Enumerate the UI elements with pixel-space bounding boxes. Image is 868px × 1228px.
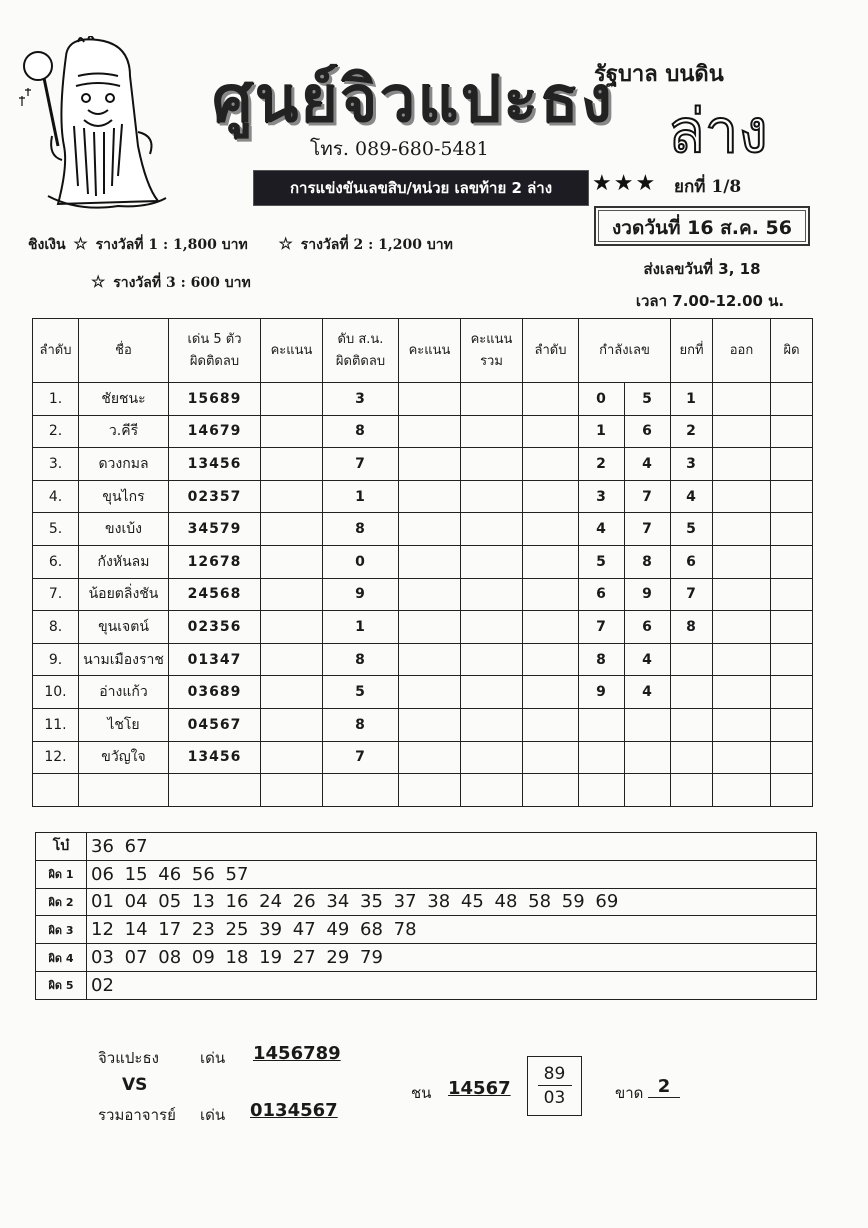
error-row-label: โบ๋	[36, 833, 87, 861]
score2-cell	[399, 415, 461, 448]
out-cell	[713, 415, 771, 448]
out-cell	[713, 480, 771, 513]
khat-value: 2	[648, 1076, 680, 1098]
rank-cell: 4.	[33, 480, 79, 513]
star-outline-icon: ☆	[73, 234, 88, 253]
score1-cell	[261, 643, 323, 676]
error-row	[36, 860, 817, 888]
col-header-dab-line2: ผิดติดลบ	[335, 353, 386, 369]
team2-label: เด่น	[200, 1106, 226, 1124]
rank-cell: 7.	[33, 578, 79, 611]
table-row	[33, 513, 813, 546]
score1-cell	[261, 448, 323, 481]
col-header-name: ชื่อ	[79, 319, 169, 383]
top5-cell: 02356	[169, 611, 261, 644]
top5-cell: 12678	[169, 545, 261, 578]
name-cell: กังหันลม	[79, 545, 169, 578]
three-stars-icon: ★★★	[592, 171, 658, 196]
error-row-values: 01 04 05 13 16 24 26 34 35 37 38 45 48 58 59 69	[87, 888, 817, 916]
top5-cell: 02357	[169, 480, 261, 513]
col-header-rank: ลำดับ	[33, 319, 79, 383]
team1-label: เด่น	[200, 1049, 226, 1067]
power-a-cell: 0	[579, 383, 625, 416]
power-a-cell: 3	[579, 480, 625, 513]
power-b-cell: 4	[625, 643, 671, 676]
power-b-cell	[625, 741, 671, 774]
prize-third: รางวัลที่ 3 : 600 บาท	[113, 275, 251, 291]
error-numbers-table	[35, 832, 817, 1000]
name-cell: ชัยชนะ	[79, 383, 169, 416]
dab-cell: 0	[323, 545, 399, 578]
total-cell	[461, 774, 523, 807]
round-cell: 6	[671, 545, 713, 578]
send-time: เวลา 7.00-12.00 น.	[635, 292, 785, 310]
out-cell	[713, 676, 771, 709]
table-row	[33, 708, 813, 741]
col-header-score1: คะแนน	[261, 319, 323, 383]
round-cell	[671, 774, 713, 807]
name-cell	[79, 774, 169, 807]
power-a-cell: 1	[579, 415, 625, 448]
power-a-cell	[579, 708, 625, 741]
score2-cell	[399, 676, 461, 709]
out-cell	[713, 611, 771, 644]
top5-cell: 14679	[169, 415, 261, 448]
rank-cell: 5.	[33, 513, 79, 546]
rank-cell: 6.	[33, 545, 79, 578]
round-cell	[671, 676, 713, 709]
col-header-top5-line1: เด่น 5 ตัว	[187, 331, 242, 347]
top5-cell: 04567	[169, 708, 261, 741]
top5-cell: 13456	[169, 448, 261, 481]
prize-second: รางวัลที่ 2 : 1,200 บาท	[300, 237, 453, 253]
score1-cell	[261, 480, 323, 513]
power-b-cell	[625, 774, 671, 807]
total-cell	[461, 415, 523, 448]
power-b-cell: 9	[625, 578, 671, 611]
error-row-values: 03 07 08 09 18 19 27 29 79	[87, 944, 817, 972]
score1-cell	[261, 774, 323, 807]
wrong-cell	[771, 480, 813, 513]
power-a-cell: 9	[579, 676, 625, 709]
power-b-cell: 7	[625, 480, 671, 513]
top5-cell: 34579	[169, 513, 261, 546]
out-cell	[713, 383, 771, 416]
wrong-cell	[771, 448, 813, 481]
competition-subtitle-banner: การแข่งขันเลขสิบ/หน่วย เลขท้าย 2 ล่าง	[253, 170, 589, 206]
round-cell	[671, 708, 713, 741]
error-row-values: 36 67	[87, 833, 817, 861]
table-row	[33, 643, 813, 676]
chon-label: ชน	[411, 1084, 432, 1102]
name-cell: ขวัญใจ	[79, 741, 169, 774]
team2-value: 0134567	[250, 1100, 338, 1121]
star-outline-icon: ☆	[278, 234, 293, 253]
wrong-cell	[771, 383, 813, 416]
score1-cell	[261, 383, 323, 416]
lower-outline-heading: ล่าง	[668, 97, 768, 167]
fraction-bottom: 03	[543, 1088, 566, 1108]
rank2-cell	[523, 480, 579, 513]
rank-cell: 9.	[33, 643, 79, 676]
prize-label: ชิงเงิน	[28, 237, 66, 253]
out-cell	[713, 741, 771, 774]
col-header-dab	[323, 319, 399, 383]
total-cell	[461, 643, 523, 676]
dab-cell: 5	[323, 676, 399, 709]
fraction-box	[527, 1056, 582, 1116]
out-cell	[713, 448, 771, 481]
table-row	[33, 774, 813, 807]
score2-cell	[399, 774, 461, 807]
rank2-cell	[523, 708, 579, 741]
rank2-cell	[523, 513, 579, 546]
score1-cell	[261, 676, 323, 709]
out-cell	[713, 708, 771, 741]
total-cell	[461, 448, 523, 481]
score2-cell	[399, 383, 461, 416]
power-a-cell	[579, 774, 625, 807]
dab-cell: 8	[323, 513, 399, 546]
fraction-top: 89	[538, 1063, 572, 1086]
power-a-cell: 7	[579, 611, 625, 644]
team1-name: จิวแปะธง	[98, 1049, 159, 1067]
out-cell	[713, 774, 771, 807]
power-b-cell: 4	[625, 676, 671, 709]
rank-cell: 2.	[33, 415, 79, 448]
col-header-round: ยกที่	[671, 319, 713, 383]
dab-cell: 8	[323, 643, 399, 676]
error-row-label: ผิด 4	[36, 944, 87, 972]
score2-cell	[399, 545, 461, 578]
wrong-cell	[771, 643, 813, 676]
rank2-cell	[523, 676, 579, 709]
total-cell	[461, 708, 523, 741]
dab-cell: 8	[323, 415, 399, 448]
power-b-cell: 6	[625, 415, 671, 448]
name-cell: นามเมืองราช	[79, 643, 169, 676]
table-row	[33, 480, 813, 513]
out-cell	[713, 643, 771, 676]
power-a-cell: 6	[579, 578, 625, 611]
rank2-cell	[523, 774, 579, 807]
power-b-cell: 8	[625, 545, 671, 578]
brand-logo-title: ศูนย์จิวแปะธง	[212, 62, 614, 137]
name-cell: ขงเบ้ง	[79, 513, 169, 546]
error-row-values: 02	[87, 971, 817, 999]
dab-cell: 7	[323, 448, 399, 481]
lottery-type-label: รัฐบาล บนดิน	[594, 61, 724, 87]
score1-cell	[261, 513, 323, 546]
error-row	[36, 944, 817, 972]
name-cell: น้อยตลิ่งชัน	[79, 578, 169, 611]
total-cell	[461, 741, 523, 774]
name-cell: อ่างแก้ว	[79, 676, 169, 709]
col-header-top5-line2: ผิดติดลบ	[189, 353, 240, 369]
out-cell	[713, 545, 771, 578]
rank-cell: 3.	[33, 448, 79, 481]
rank-cell: 11.	[33, 708, 79, 741]
name-cell: ขุนไกร	[79, 480, 169, 513]
error-row-values: 12 14 17 23 25 39 47 49 68 78	[87, 916, 817, 944]
wrong-cell	[771, 545, 813, 578]
power-b-cell: 6	[625, 611, 671, 644]
total-cell	[461, 611, 523, 644]
prizes-line-2	[88, 272, 251, 294]
phone-number: โทร. 089-680-5481	[310, 138, 489, 160]
prize-first: รางวัลที่ 1 : 1,800 บาท	[95, 237, 248, 253]
wrong-cell	[771, 611, 813, 644]
power-b-cell	[625, 708, 671, 741]
round-cell: 8	[671, 611, 713, 644]
total-cell	[461, 578, 523, 611]
score2-cell	[399, 643, 461, 676]
power-a-cell: 2	[579, 448, 625, 481]
error-row	[36, 971, 817, 999]
draw-date-box: งวดวันที่ 16 ส.ค. 56	[594, 206, 810, 246]
score2-cell	[399, 578, 461, 611]
rank2-cell	[523, 545, 579, 578]
score2-cell	[399, 611, 461, 644]
khat-label: ขาด	[615, 1084, 644, 1102]
power-b-cell: 5	[625, 383, 671, 416]
table-header-row	[33, 319, 813, 383]
hermit-mascot-illustration	[18, 36, 178, 216]
rank-cell: 12.	[33, 741, 79, 774]
round-cell: 1	[671, 383, 713, 416]
name-cell: ว.คีรี	[79, 415, 169, 448]
dab-cell: 3	[323, 383, 399, 416]
col-header-top5	[169, 319, 261, 383]
chon-value: 14567	[448, 1078, 511, 1099]
star-outline-icon: ☆	[91, 272, 106, 291]
team1-value: 1456789	[253, 1043, 341, 1064]
out-cell	[713, 578, 771, 611]
error-row-values: 06 15 46 56 57	[87, 860, 817, 888]
col-header-out: ออก	[713, 319, 771, 383]
table-row	[33, 383, 813, 416]
table-row	[33, 741, 813, 774]
score1-cell	[261, 415, 323, 448]
wrong-cell	[771, 578, 813, 611]
error-row	[36, 888, 817, 916]
col-header-total-line1: คะแนน	[470, 331, 513, 347]
table-row	[33, 611, 813, 644]
wrong-cell	[771, 513, 813, 546]
score1-cell	[261, 578, 323, 611]
col-header-power: กำลังเลข	[579, 319, 671, 383]
round-cell: 2	[671, 415, 713, 448]
power-a-cell: 5	[579, 545, 625, 578]
rank2-cell	[523, 383, 579, 416]
score2-cell	[399, 480, 461, 513]
round-cell: 7	[671, 578, 713, 611]
table-row	[33, 545, 813, 578]
power-b-cell: 7	[625, 513, 671, 546]
total-cell	[461, 676, 523, 709]
top5-cell: 13456	[169, 741, 261, 774]
table-row	[33, 578, 813, 611]
rank-cell: 1.	[33, 383, 79, 416]
rank-cell	[33, 774, 79, 807]
wrong-cell	[771, 774, 813, 807]
wrong-cell	[771, 708, 813, 741]
round-indicator: ยกที่ 1/8	[674, 177, 742, 197]
col-header-score2: คะแนน	[399, 319, 461, 383]
round-cell: 4	[671, 480, 713, 513]
score2-cell	[399, 708, 461, 741]
col-header-total-line2: รวม	[480, 353, 503, 369]
prizes-line-1	[28, 234, 453, 256]
rank2-cell	[523, 643, 579, 676]
top5-cell: 01347	[169, 643, 261, 676]
table-row	[33, 448, 813, 481]
wrong-cell	[771, 676, 813, 709]
rank2-cell	[523, 415, 579, 448]
score1-cell	[261, 708, 323, 741]
total-cell	[461, 383, 523, 416]
col-header-total	[461, 319, 523, 383]
rank-cell: 8.	[33, 611, 79, 644]
power-b-cell: 4	[625, 448, 671, 481]
round-cell	[671, 643, 713, 676]
dab-cell: 8	[323, 708, 399, 741]
dab-cell: 1	[323, 611, 399, 644]
score1-cell	[261, 611, 323, 644]
top5-cell: 15689	[169, 383, 261, 416]
top5-cell: 24568	[169, 578, 261, 611]
round-cell	[671, 741, 713, 774]
score2-cell	[399, 513, 461, 546]
versus-label: VS	[122, 1075, 148, 1095]
rank2-cell	[523, 578, 579, 611]
round-cell: 3	[671, 448, 713, 481]
dab-cell	[323, 774, 399, 807]
table-row	[33, 676, 813, 709]
error-row	[36, 833, 817, 861]
score2-cell	[399, 448, 461, 481]
error-row-label: ผิด 1	[36, 860, 87, 888]
name-cell: ไชโย	[79, 708, 169, 741]
power-a-cell: 4	[579, 513, 625, 546]
top5-cell	[169, 774, 261, 807]
total-cell	[461, 545, 523, 578]
team2-name: รวมอาจารย์	[98, 1106, 176, 1124]
name-cell: ดวงกมล	[79, 448, 169, 481]
table-row	[33, 415, 813, 448]
power-a-cell: 8	[579, 643, 625, 676]
rank-cell: 10.	[33, 676, 79, 709]
top5-cell: 03689	[169, 676, 261, 709]
col-header-rank2: ลำดับ	[523, 319, 579, 383]
rank2-cell	[523, 448, 579, 481]
name-cell: ขุนเจตน์	[79, 611, 169, 644]
rank2-cell	[523, 611, 579, 644]
col-header-dab-line1: ดับ ส.น.	[337, 331, 384, 347]
dab-cell: 7	[323, 741, 399, 774]
error-row	[36, 916, 817, 944]
scoreboard-table	[32, 318, 813, 807]
dab-cell: 9	[323, 578, 399, 611]
wrong-cell	[771, 741, 813, 774]
score1-cell	[261, 545, 323, 578]
error-row-label: ผิด 5	[36, 971, 87, 999]
round-cell: 5	[671, 513, 713, 546]
wrong-cell	[771, 415, 813, 448]
score2-cell	[399, 741, 461, 774]
total-cell	[461, 480, 523, 513]
rank2-cell	[523, 741, 579, 774]
error-row-label: ผิด 2	[36, 888, 87, 916]
power-a-cell	[579, 741, 625, 774]
total-cell	[461, 513, 523, 546]
error-row-label: ผิด 3	[36, 916, 87, 944]
dab-cell: 1	[323, 480, 399, 513]
score1-cell	[261, 741, 323, 774]
out-cell	[713, 513, 771, 546]
send-dates: ส่งเลขวันที่ 3, 18	[643, 260, 761, 278]
col-header-wrong: ผิด	[771, 319, 813, 383]
